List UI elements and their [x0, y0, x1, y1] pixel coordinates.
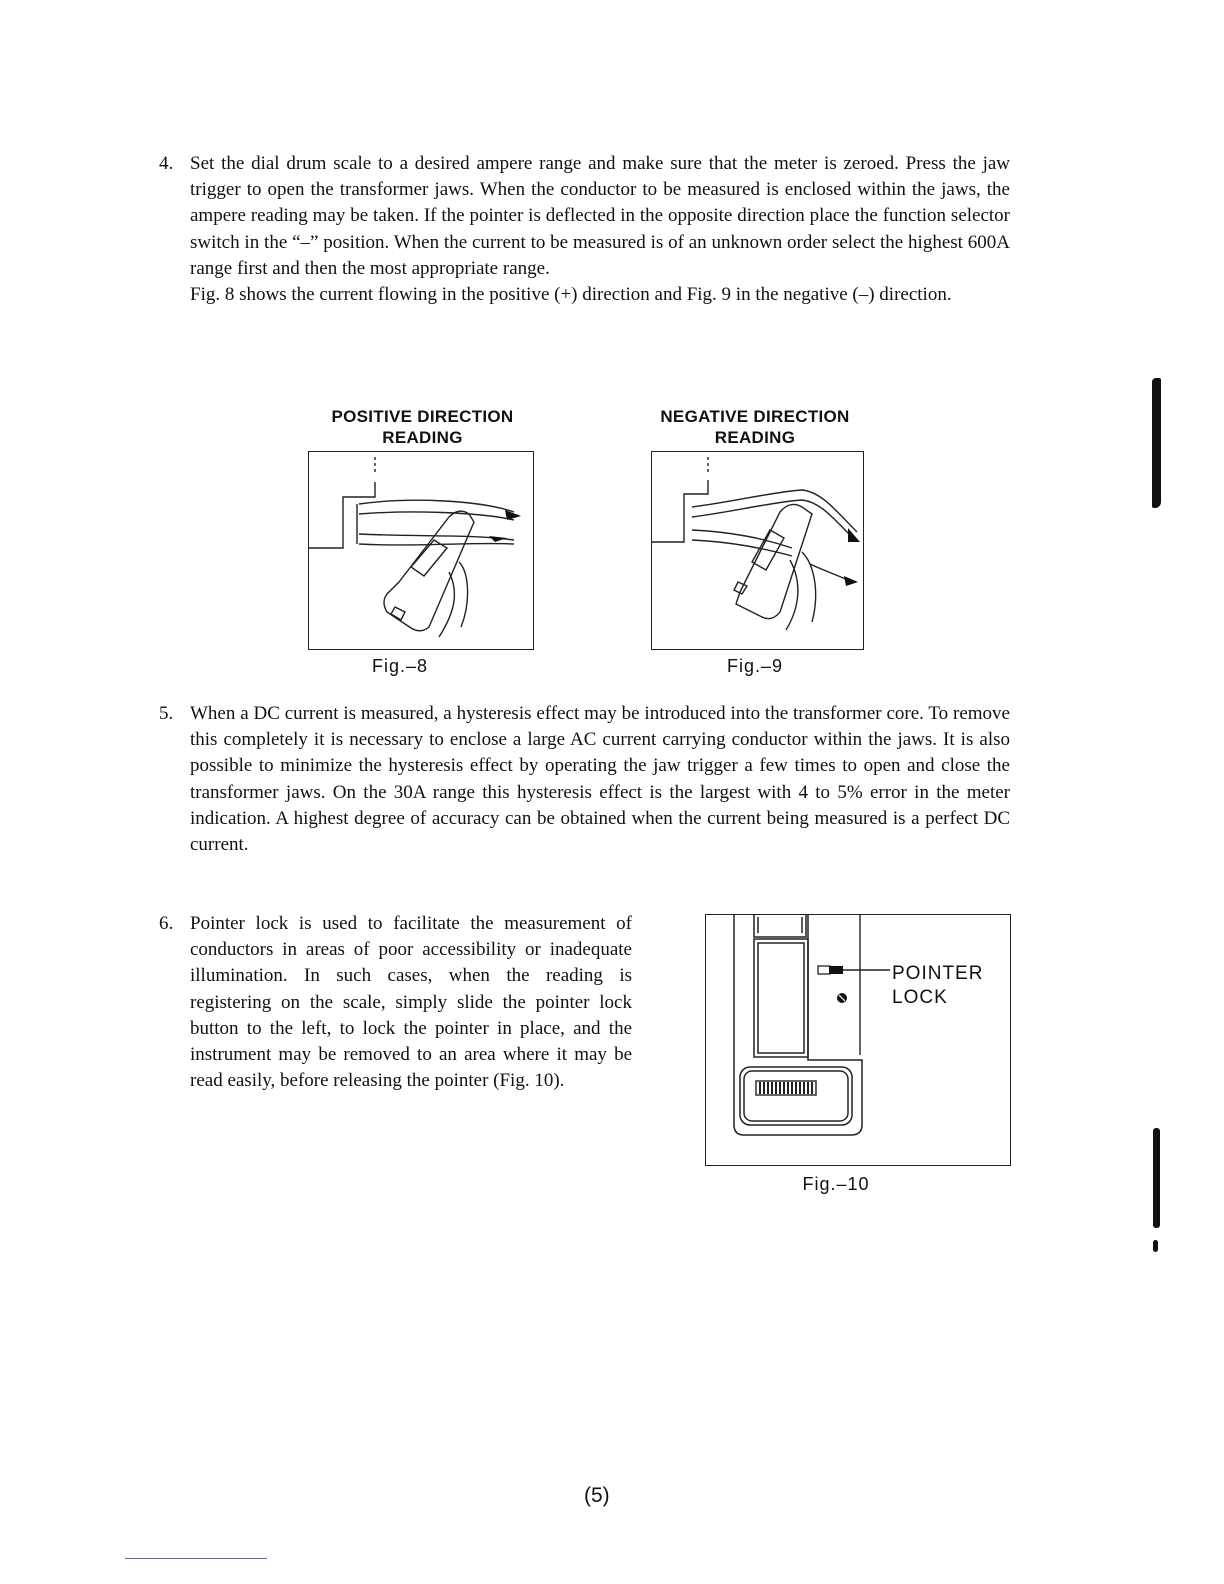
- page-number: (5): [584, 1484, 610, 1507]
- pointer-lock-label: [892, 962, 983, 1010]
- fig8-caption: Fig.–8: [371, 656, 429, 676]
- item-4-number: 4.: [159, 153, 174, 174]
- fig8-title-line2: READING: [382, 428, 463, 447]
- item-6-text: Pointer lock is used to facilitate the measurement of conductors in areas of poor accessibility or inadequate illumination. In such cases, when the reading is registering on the scale, simply slide the pointer lock button to the left, to lock the pointer in place, and the instrument may be removed to an area where it may be read easily, before releasing the pointer (Fig. 10).: [190, 913, 632, 1092]
- fig9-caption: Fig.–9: [726, 656, 784, 676]
- item-4: [159, 151, 1010, 308]
- fig8-title: [300, 406, 545, 448]
- fig10-illustration: [705, 914, 1011, 1166]
- item-4-text-2: Fig. 8 shows the current flowing in the positive (+) direction and Fig. 9 in the negative (–) direction.: [190, 284, 952, 306]
- fig8-drawing: [309, 452, 532, 648]
- item-5-text: When a DC current is measured, a hysteresis effect may be introduced into the transformer core. To remove this completely it is necessary to enclose a large AC current carrying conductor within the jaws. It is also possible to minimize the hysteresis effect by operating the jaw trigger a few times to open and close the transformer jaws. On the 30A range this hysteresis effect is the largest with 4 to 5% error in the meter indication. A highest degree of accuracy can be obtained when the current being measured is a perfect DC current.: [190, 703, 1010, 856]
- item-5: [159, 701, 1010, 858]
- fig10-caption: Fig.–10: [802, 1174, 870, 1194]
- fig10-drawing: [706, 915, 1009, 1164]
- fig9-title-line2: READING: [714, 428, 796, 447]
- pointer-lock-label-line1: POINTER: [892, 963, 984, 984]
- item-5-number: 5.: [159, 703, 174, 724]
- pointer-lock-label-line2: LOCK: [892, 987, 948, 1008]
- fig9-drawing: [652, 452, 862, 648]
- item-6-number: 6.: [159, 913, 174, 934]
- fig9-title: [630, 406, 880, 448]
- scan-mark-top: [1152, 378, 1161, 508]
- item-6: [159, 911, 632, 1094]
- fig8-illustration: [308, 451, 534, 650]
- fig9-illustration: [651, 451, 864, 650]
- scan-mark-bottom: [1153, 1128, 1160, 1228]
- item-4-text: Set the dial drum scale to a desired ampere range and make sure that the meter is zeroed. Press the jaw trigger to open the transformer jaws. When the conductor to be measured is enclosed within the jaws, the ampere reading may be taken. If the pointer is deflected in the opposite direction place the function selector switch in the “–” position. When the current to be measured is of an unknown order select the highest 600A range first and then the most appropriate range.: [190, 153, 1010, 279]
- scan-dot-bottom: [1153, 1240, 1158, 1252]
- fig8-title-line1: POSITIVE DIRECTION: [331, 407, 514, 426]
- footnote-rule: [125, 1558, 267, 1559]
- fig9-title-line1: NEGATIVE DIRECTION: [660, 407, 850, 426]
